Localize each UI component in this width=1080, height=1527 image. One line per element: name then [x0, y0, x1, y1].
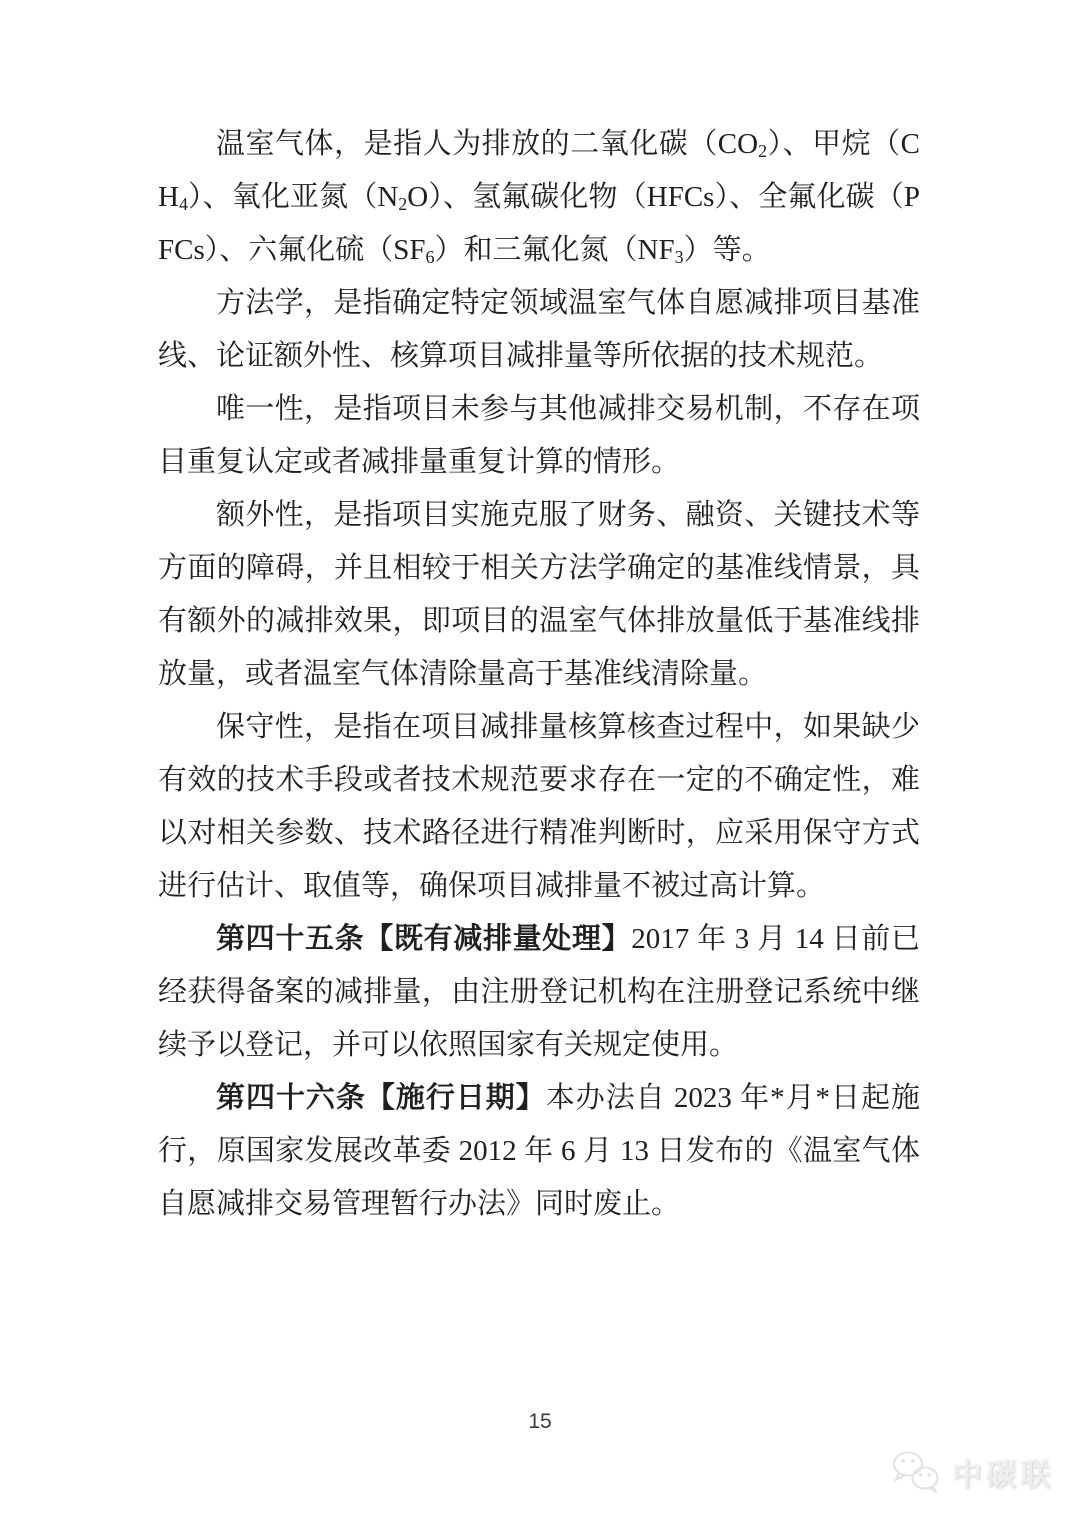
body-text: 本办法自 2023 年*月*日起施行，原国家发展改革委 2012 年 6 月 13 日发布的《温室气体自愿减排交易管理暂行办法》同时废止。	[158, 1082, 920, 1220]
body-text: O）、氢氟碳化物（HFCs）、全氟化碳（PFCs）、六氟化硫（SF	[158, 181, 920, 266]
body-text: ）等。	[683, 234, 771, 266]
subscript-text: 2	[758, 140, 768, 161]
paragraph	[158, 913, 920, 1072]
body-text: 2017 年 3 月 14 日前已经获得备案的减排量，由注册登记机构在注册登记系统中继续予以登记，并可以依照国家有关规定使用。	[158, 923, 920, 1061]
article-heading-text: 第四十六条【施行日期】	[216, 1082, 546, 1114]
body-text: 方法学，是指确定特定领域温室气体自愿减排项目基准线、论证额外性、核算项目减排量等所依据的技术规范。	[158, 287, 920, 372]
paragraph	[158, 489, 920, 701]
subscript-text: 4	[178, 193, 188, 214]
document-body	[158, 118, 920, 1231]
paragraph	[158, 1072, 920, 1231]
body-text: 保守性，是指在项目减排量核算核查过程中，如果缺少有效的技术手段或者技术规范要求存在一定的不确定性，难以对相关参数、技术路径进行精准判断时，应采用保守方式进行估计、取值等，确保项目减排量不被过高计算。	[158, 711, 920, 902]
body-text: 唯一性，是指项目未参与其他减排交易机制，不存在项目重复认定或者减排量重复计算的情形。	[158, 393, 920, 478]
subscript-text: 3	[674, 246, 684, 267]
paragraph	[158, 701, 920, 913]
paragraph	[158, 383, 920, 489]
body-text: 额外性，是指项目实施克服了财务、融资、关键技术等方面的障碍，并且相较于相关方法学确定的基准线情景，具有额外的减排效果，即项目的温室气体排放量低于基准线排放量，或者温室气体清除量高于基准线清除量。	[158, 499, 920, 690]
watermark	[890, 1450, 1054, 1494]
paragraph	[158, 118, 920, 277]
subscript-text: 6	[425, 246, 435, 267]
article-heading-text: 第四十五条【既有减排量处理】	[216, 923, 632, 955]
subscript-text: 2	[398, 193, 408, 214]
body-text: ）和三氟化氮（NF	[434, 234, 675, 266]
body-text: ）、氧化亚氮（N	[187, 181, 399, 213]
body-text: ）、甲烷（CH	[158, 128, 921, 213]
body-text: 温室气体，是指人为排放的二氧化碳（CO	[216, 128, 759, 160]
paragraph	[158, 277, 920, 383]
wechat-logo-icon	[890, 1450, 942, 1494]
watermark-label: 中碳联	[952, 1459, 1054, 1492]
page-number: 15	[528, 1410, 552, 1433]
